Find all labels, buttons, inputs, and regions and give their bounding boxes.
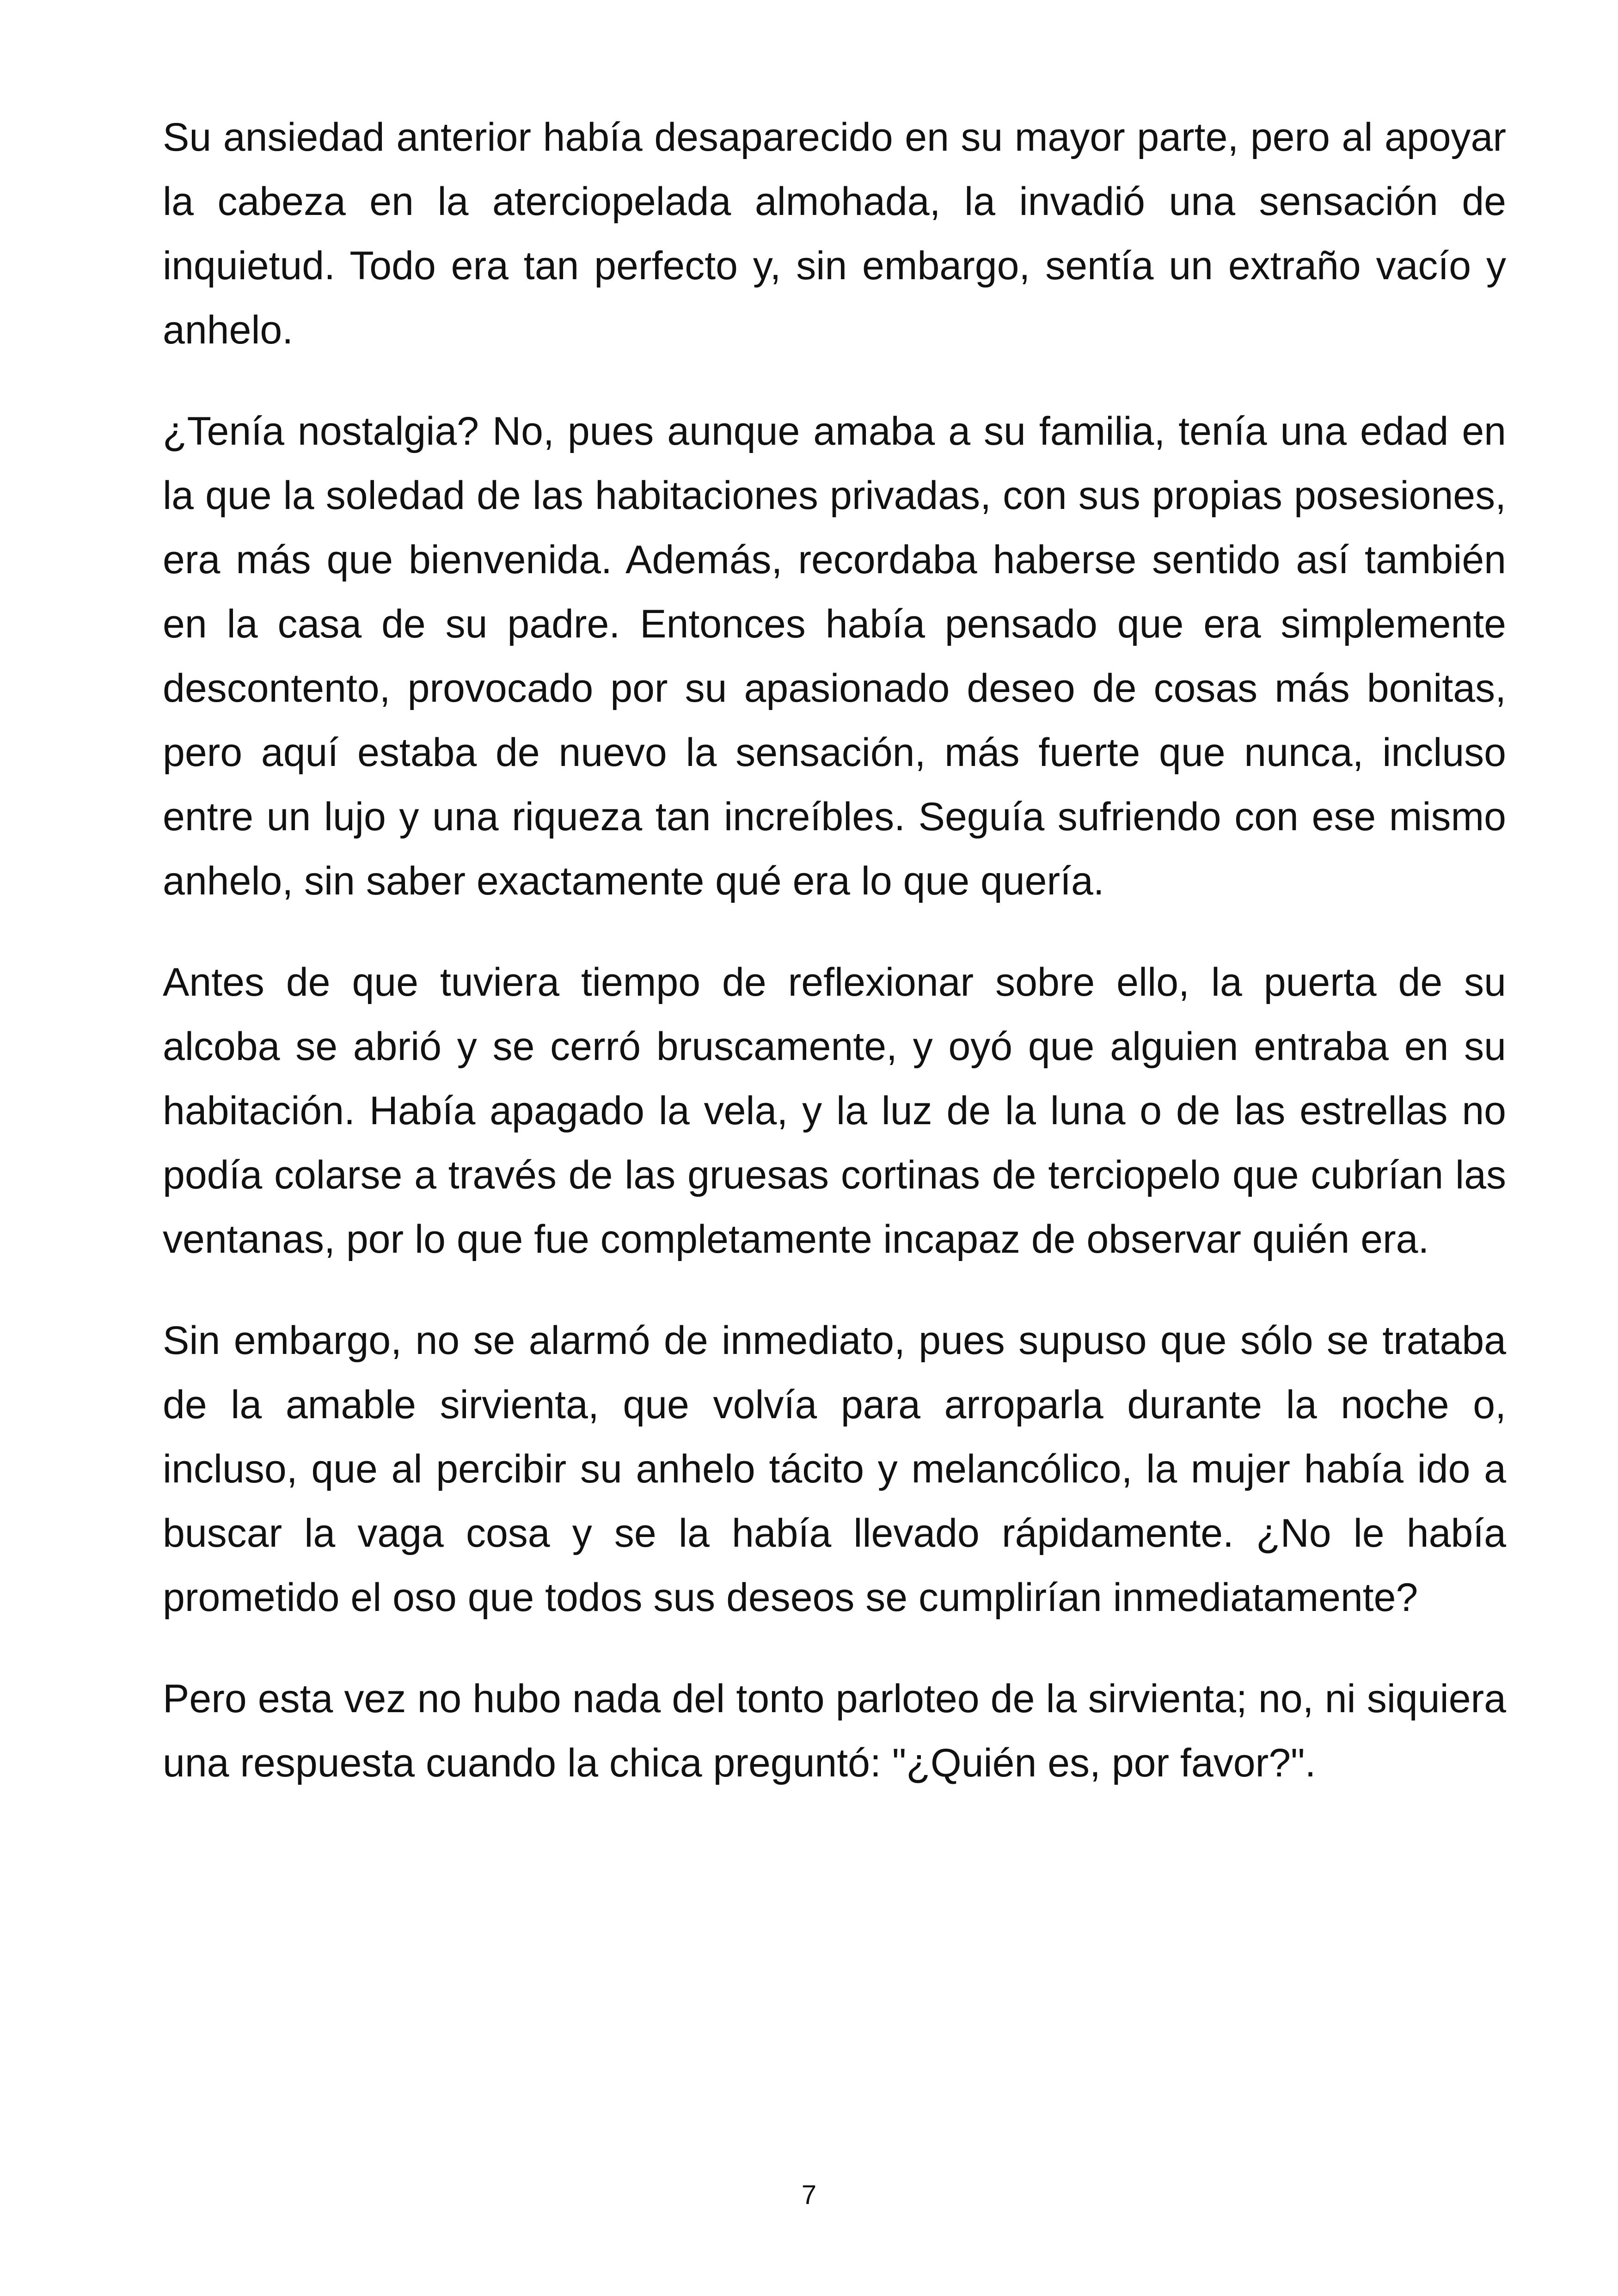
paragraph-2: ¿Tenía nostalgia? No, pues aunque amaba a su familia, tenía una edad en la que la soledad de las habitaciones privadas, con sus propias posesiones, era más que bienvenida. Además, recordaba haberse sentido así también en la casa de su padre. Entonces había pensado que era simplemente descontento, provocado por su apasionado deseo de cosas más bonitas, pero aquí estaba de nuevo la sensación, más fuerte que nunca, incluso entre un lujo y una riqueza tan increíbles. Seguía sufriendo con ese mismo anhelo, sin saber exactamente qué era lo que quería. [163,409,1506,903]
paragraph-5: Pero esta vez no hubo nada del tonto parloteo de la sirvienta; no, ni siquiera una respuesta cuando la chica preguntó: "¿Quién es, por favor?". [163,1677,1506,1785]
paragraph-4: Sin embargo, no se alarmó de inmediato, pues supuso que sólo se trataba de la amable sirvienta, que volvía para arroparla durante la noche o, incluso, que al percibir su anhelo tácito y melancólico, la mujer había ido a buscar la vaga cosa y se la había llevado rápidamente. ¿No le había prometido el oso que todos sus deseos se cumplirían inmediatamente? [163,1318,1506,1620]
page-number: 7 [801,2180,817,2210]
paragraph-3: Antes de que tuviera tiempo de reflexionar sobre ello, la puerta de su alcoba se abrió y se cerró bruscamente, y oyó que alguien entraba en su habitación. Había apagado la vela, y la luz de la luna o de las estrellas no podía colarse a través de las gruesas cortinas de terciopelo que cubrían las ventanas, por lo que fue completamente incapaz de observar quién era. [163,960,1506,1261]
text-body [163,105,1506,1832]
paragraph-1: Su ansiedad anterior había desaparecido en su mayor parte, pero al apoyar la cabeza en la aterciopelada almohada, la invadió una sensación de inquietud. Todo era tan perfecto y, sin embargo, sentía un extraño vacío y anhelo. [163,115,1506,352]
